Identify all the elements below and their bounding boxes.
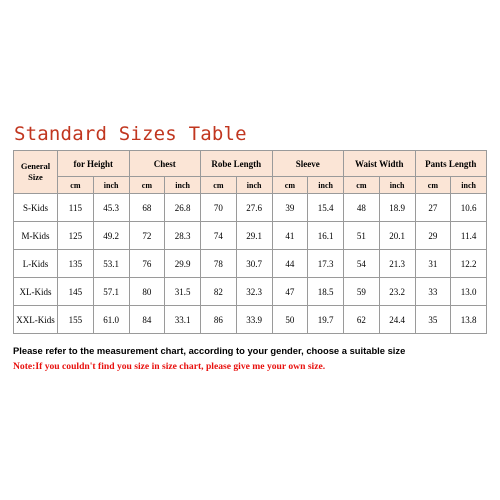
measurement-cell: 74 <box>201 222 237 250</box>
measurement-cell: 72 <box>129 222 165 250</box>
measurement-cell: 50 <box>272 306 308 334</box>
measurement-cell: 145 <box>58 278 94 306</box>
measurement-cell: 44 <box>272 250 308 278</box>
measurement-instruction: Please refer to the measurement chart, according to your gender, choose a suitable size <box>13 345 406 356</box>
measurement-cell: 16.1 <box>308 222 344 250</box>
unit-header-cm: cm <box>415 177 451 194</box>
measurement-cell: 30.7 <box>236 250 272 278</box>
measurement-cell: 48 <box>344 194 380 222</box>
measurement-cell: 62 <box>344 306 380 334</box>
measurement-cell: 21.3 <box>379 250 415 278</box>
group-header-waist-width: Waist Width <box>344 151 416 177</box>
measurement-cell: 23.2 <box>379 278 415 306</box>
measurement-cell: 76 <box>129 250 165 278</box>
measurement-cell: 19.7 <box>308 306 344 334</box>
measurement-cell: 27.6 <box>236 194 272 222</box>
measurement-cell: 24.4 <box>379 306 415 334</box>
measurement-cell: 135 <box>58 250 94 278</box>
size-table-body <box>14 194 487 334</box>
measurement-cell: 53.1 <box>93 250 129 278</box>
measurement-cell: 15.4 <box>308 194 344 222</box>
measurement-cell: 54 <box>344 250 380 278</box>
measurement-cell: 115 <box>58 194 94 222</box>
measurement-cell: 78 <box>201 250 237 278</box>
size-label-cell: XL-Kids <box>14 278 58 306</box>
measurement-cell: 61.0 <box>93 306 129 334</box>
measurement-cell: 33.9 <box>236 306 272 334</box>
table-row <box>14 250 487 278</box>
measurement-cell: 84 <box>129 306 165 334</box>
group-header-robe-length: Robe Length <box>201 151 273 177</box>
group-header-chest: Chest <box>129 151 201 177</box>
page-title: Standard Sizes Table <box>14 123 247 145</box>
measurement-cell: 17.3 <box>308 250 344 278</box>
unit-header-inch: inch <box>165 177 201 194</box>
group-header-sleeve: Sleeve <box>272 151 344 177</box>
measurement-cell: 11.4 <box>451 222 487 250</box>
unit-header-cm: cm <box>201 177 237 194</box>
measurement-cell: 29 <box>415 222 451 250</box>
group-header-height: for Height <box>58 151 130 177</box>
measurement-cell: 35 <box>415 306 451 334</box>
measurement-cell: 18.9 <box>379 194 415 222</box>
unit-header-inch: inch <box>236 177 272 194</box>
measurement-cell: 13.8 <box>451 306 487 334</box>
unit-header-cm: cm <box>58 177 94 194</box>
size-label-cell: M-Kids <box>14 222 58 250</box>
measurement-cell: 45.3 <box>93 194 129 222</box>
measurement-cell: 13.0 <box>451 278 487 306</box>
measurement-cell: 68 <box>129 194 165 222</box>
measurement-cell: 29.1 <box>236 222 272 250</box>
measurement-cell: 125 <box>58 222 94 250</box>
measurement-cell: 31 <box>415 250 451 278</box>
custom-size-note: Note:If you couldn't find you size in size chart, please give me your own size. <box>13 361 326 372</box>
measurement-cell: 26.8 <box>165 194 201 222</box>
table-row <box>14 222 487 250</box>
measurement-cell: 57.1 <box>93 278 129 306</box>
measurement-cell: 20.1 <box>379 222 415 250</box>
measurement-cell: 33.1 <box>165 306 201 334</box>
measurement-cell: 70 <box>201 194 237 222</box>
measurement-cell: 155 <box>58 306 94 334</box>
measurement-cell: 32.3 <box>236 278 272 306</box>
size-table-unit-header-row <box>14 177 487 194</box>
table-row <box>14 306 487 334</box>
measurement-cell: 41 <box>272 222 308 250</box>
size-label-cell: L-Kids <box>14 250 58 278</box>
size-label-cell: S-Kids <box>14 194 58 222</box>
size-table-group-header-row <box>14 151 487 177</box>
measurement-cell: 33 <box>415 278 451 306</box>
measurement-cell: 39 <box>272 194 308 222</box>
measurement-cell: 59 <box>344 278 380 306</box>
measurement-cell: 80 <box>129 278 165 306</box>
unit-header-inch: inch <box>308 177 344 194</box>
measurement-cell: 12.2 <box>451 250 487 278</box>
unit-header-inch: inch <box>451 177 487 194</box>
measurement-cell: 29.9 <box>165 250 201 278</box>
measurement-cell: 31.5 <box>165 278 201 306</box>
size-label-cell: XXL-Kids <box>14 306 58 334</box>
measurement-cell: 49.2 <box>93 222 129 250</box>
measurement-cell: 86 <box>201 306 237 334</box>
measurement-cell: 10.6 <box>451 194 487 222</box>
corner-header-general-size: General Size <box>14 151 58 194</box>
measurement-cell: 51 <box>344 222 380 250</box>
measurement-cell: 47 <box>272 278 308 306</box>
unit-header-cm: cm <box>129 177 165 194</box>
table-row <box>14 194 487 222</box>
unit-header-cm: cm <box>344 177 380 194</box>
group-header-pants-length: Pants Length <box>415 151 487 177</box>
measurement-cell: 28.3 <box>165 222 201 250</box>
unit-header-inch: inch <box>93 177 129 194</box>
size-table <box>13 150 487 334</box>
table-row <box>14 278 487 306</box>
measurement-cell: 82 <box>201 278 237 306</box>
unit-header-inch: inch <box>379 177 415 194</box>
measurement-cell: 18.5 <box>308 278 344 306</box>
measurement-cell: 27 <box>415 194 451 222</box>
unit-header-cm: cm <box>272 177 308 194</box>
